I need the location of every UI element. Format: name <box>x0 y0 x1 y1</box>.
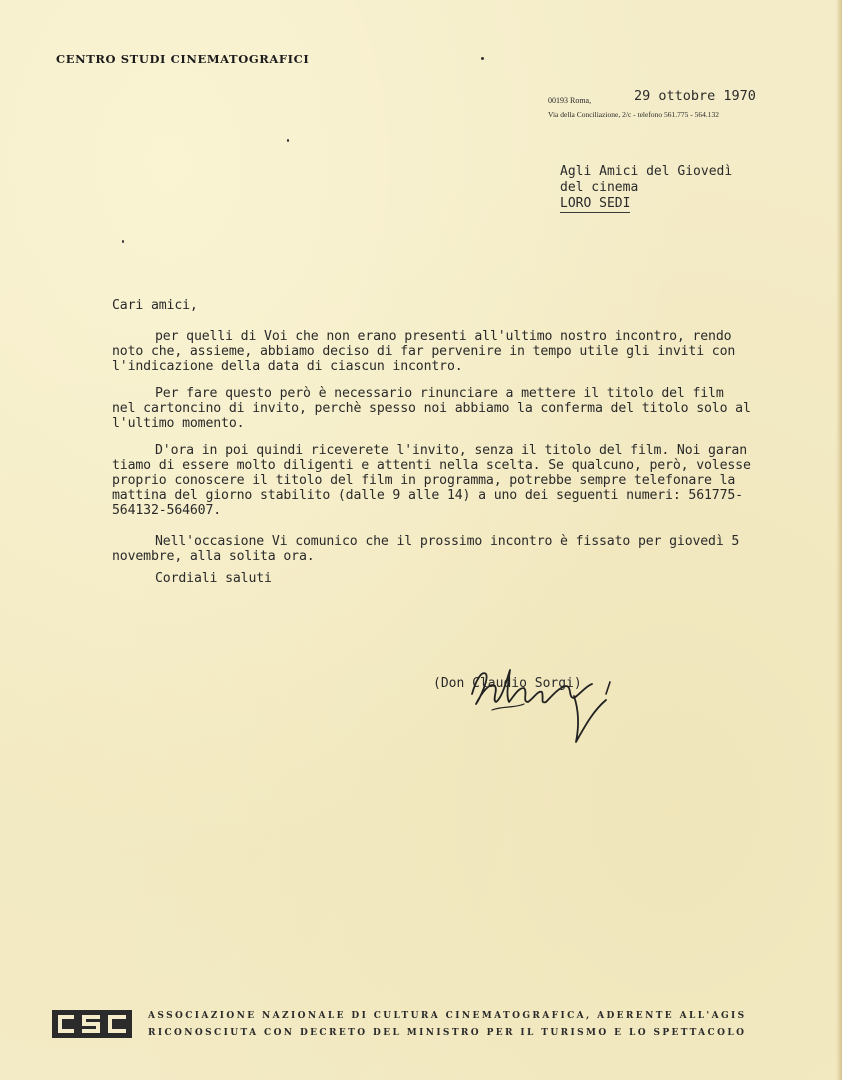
letterhead-address: Via della Conciliazione, 2/c - telefono 561.775 - 564.132 <box>548 110 719 119</box>
letter-date: 29 ottobre 1970 <box>634 88 756 104</box>
paper-speck <box>122 240 124 243</box>
paragraph-1-line-2: noto che, assieme, abbiamo deciso di far pervenire in tempo utile gli inviti con <box>112 344 736 359</box>
recipient-line-2: del cinema <box>560 180 639 195</box>
paragraph-2-line-1: Per fare questo però è necessario rinunciare a mettere il titolo del film <box>155 386 724 401</box>
paragraph-1-line-1: per quelli di Voi che non erano presenti all'ultimo nostro incontro, rendo <box>155 329 732 344</box>
paragraph-4-line-1: Nell'occasione Vi comunico che il prossimo incontro è fissato per giovedì 5 <box>155 534 740 549</box>
letterhead-title: CENTRO STUDI CINEMATOGRAFICI <box>56 52 310 66</box>
paper-speck <box>481 57 484 60</box>
paragraph-4-line-2: novembre, alla solita ora. <box>112 549 315 564</box>
handwritten-signature <box>462 652 622 747</box>
paper-edge-shadow <box>836 0 842 1080</box>
paragraph-2-line-2: nel cartoncino di invito, perchè spesso noi abbiamo la conferma del titolo solo al <box>112 401 751 416</box>
letterhead-place: 00193 Roma, <box>548 96 592 105</box>
paragraph-3-line-1: D'ora in poi quindi riceverete l'invito, senza il titolo del film. Noi garan <box>155 443 748 458</box>
csc-logo <box>52 1010 132 1038</box>
paper-speck <box>287 139 289 142</box>
recipient-line-1: Agli Amici del Giovedì <box>560 164 733 179</box>
paragraph-1-line-3: l'indicazione della data di ciascun incontro. <box>112 359 463 374</box>
paragraph-2-line-3: l'ultimo momento. <box>112 416 245 431</box>
paragraph-3-line-5: 564132-564607. <box>112 503 222 518</box>
typed-signature-name: (Don Claudio Sorgi) <box>433 676 582 691</box>
footer-line-2: RICONOSCIUTA CON DECRETO DEL MINISTRO PER IL TURISMO E LO SPETTACOLO <box>148 1028 747 1038</box>
salutation: Cari amici, <box>112 298 198 313</box>
paragraph-3-line-4: mattina del giorno stabilito (dalle 9 alle 14) a uno dei seguenti numeri: 561775- <box>112 488 743 503</box>
closing: Cordiali saluti <box>155 571 272 586</box>
recipient-line-3 <box>560 196 630 211</box>
footer-line-1: ASSOCIAZIONE NAZIONALE DI CULTURA CINEMATOGRAFICA, ADERENTE ALL'AGIS <box>148 1011 747 1021</box>
recipient-loro-sedi: LORO SEDI <box>560 196 631 211</box>
paragraph-3-line-2: tiamo di essere molto diligenti e attenti nella scelta. Se qualcuno, però, volesse <box>112 458 751 473</box>
paragraph-3-line-3: proprio conoscere il titolo del film in programma, potrebbe sempre telefonare la <box>112 473 736 488</box>
